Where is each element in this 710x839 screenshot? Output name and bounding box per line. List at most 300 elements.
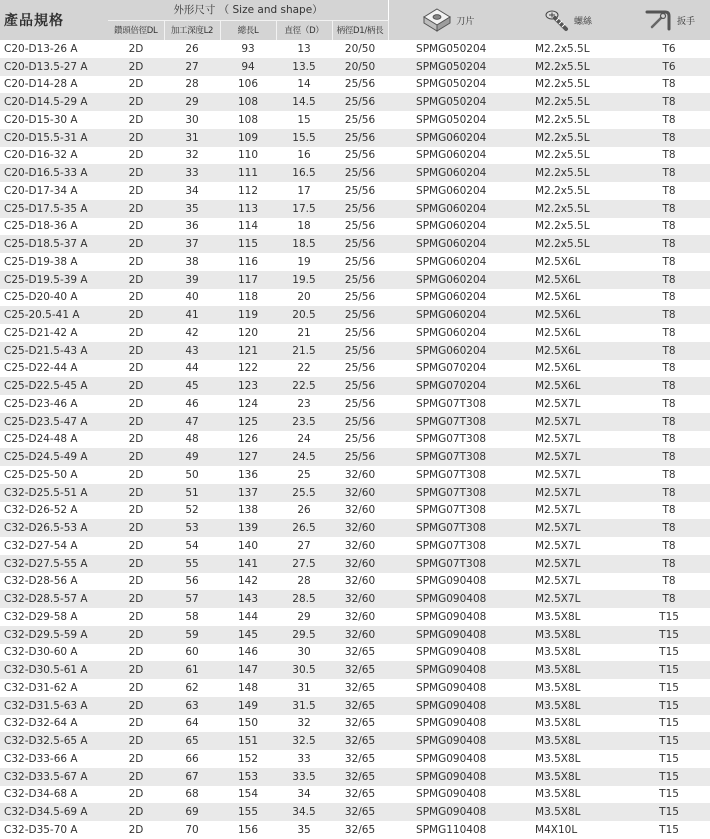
diameter-cell: 25.5 [276, 484, 332, 502]
wrench-cell: T15 [628, 750, 710, 768]
screw-cell: M2.2x5.5L [508, 218, 628, 236]
screw-cell: M2.5X7L [508, 519, 628, 537]
table-row [0, 58, 710, 76]
model-cell: C20-D15.5-31 A [0, 129, 108, 147]
diameter-cell: 30.5 [276, 661, 332, 679]
model-cell: C32-D35-70 A [0, 821, 108, 839]
model-cell: C32-D28-56 A [0, 573, 108, 591]
model-cell: C25-20.5-41 A [0, 306, 108, 324]
l2-cell: 53 [164, 519, 220, 537]
wrench-cell: T6 [628, 40, 710, 58]
length-cell: 115 [220, 235, 276, 253]
length-cell: 150 [220, 715, 276, 733]
dl-cell: 2D [108, 803, 164, 821]
diameter-cell: 27.5 [276, 555, 332, 573]
diameter-cell: 16.5 [276, 164, 332, 182]
screw-cell: M2.2x5.5L [508, 58, 628, 76]
screw-cell: M2.5X7L [508, 431, 628, 449]
wrench-cell: T8 [628, 271, 710, 289]
table-row [0, 821, 710, 839]
table-row [0, 111, 710, 129]
model-cell: C32-D29-58 A [0, 608, 108, 626]
dl-cell: 2D [108, 431, 164, 449]
shank-cell: 32/65 [332, 732, 388, 750]
screw-cell: M3.5X8L [508, 608, 628, 626]
length-cell: 136 [220, 466, 276, 484]
screw-header [508, 0, 628, 40]
table-row [0, 76, 710, 94]
l2-cell: 36 [164, 218, 220, 236]
col-d-header: 直徑（D） [276, 20, 332, 40]
diameter-cell: 14 [276, 76, 332, 94]
wrench-cell: T15 [628, 697, 710, 715]
length-cell: 145 [220, 626, 276, 644]
model-cell: C25-D25-50 A [0, 466, 108, 484]
length-cell: 109 [220, 129, 276, 147]
diameter-cell: 13.5 [276, 58, 332, 76]
dl-cell: 2D [108, 661, 164, 679]
length-cell: 94 [220, 58, 276, 76]
table-row [0, 93, 710, 111]
shank-cell: 25/56 [332, 395, 388, 413]
screw-cell: M2.2x5.5L [508, 164, 628, 182]
l2-cell: 35 [164, 200, 220, 218]
length-cell: 126 [220, 431, 276, 449]
model-cell: C25-D22-44 A [0, 360, 108, 378]
model-cell: C32-D27.5-55 A [0, 555, 108, 573]
table-row [0, 324, 710, 342]
wrench-cell: T15 [628, 626, 710, 644]
shank-cell: 32/65 [332, 803, 388, 821]
wrench-cell: T8 [628, 395, 710, 413]
table-row [0, 395, 710, 413]
shank-cell: 25/56 [332, 218, 388, 236]
dl-cell: 2D [108, 93, 164, 111]
shank-cell: 32/65 [332, 661, 388, 679]
dl-cell: 2D [108, 76, 164, 94]
shank-cell: 25/56 [332, 413, 388, 431]
screw-cell: M3.5X8L [508, 644, 628, 662]
wrench-label: 扳手 [677, 16, 696, 27]
diameter-cell: 29 [276, 608, 332, 626]
model-cell: C25-D23-46 A [0, 395, 108, 413]
shank-cell: 25/56 [332, 182, 388, 200]
length-cell: 154 [220, 786, 276, 804]
wrench-cell: T8 [628, 519, 710, 537]
screw-cell: M3.5X8L [508, 803, 628, 821]
diameter-cell: 18 [276, 218, 332, 236]
diameter-cell: 31 [276, 679, 332, 697]
insert-cell: SPMG07T308 [388, 466, 508, 484]
length-cell: 147 [220, 661, 276, 679]
length-cell: 108 [220, 111, 276, 129]
model-cell: C25-D24.5-49 A [0, 448, 108, 466]
dl-cell: 2D [108, 218, 164, 236]
wrench-cell: T8 [628, 182, 710, 200]
dl-cell: 2D [108, 821, 164, 839]
table-row [0, 697, 710, 715]
table-row [0, 129, 710, 147]
screw-cell: M2.5X6L [508, 342, 628, 360]
model-cell: C32-D31-62 A [0, 679, 108, 697]
wrench-cell: T6 [628, 58, 710, 76]
screw-cell: M3.5X8L [508, 768, 628, 786]
screw-cell: M2.5X7L [508, 466, 628, 484]
shank-cell: 32/60 [332, 484, 388, 502]
wrench-cell: T8 [628, 360, 710, 378]
length-cell: 121 [220, 342, 276, 360]
shank-cell: 25/56 [332, 111, 388, 129]
dl-cell: 2D [108, 111, 164, 129]
table-row [0, 626, 710, 644]
screw-cell: M2.5X6L [508, 306, 628, 324]
insert-cell: SPMG090408 [388, 750, 508, 768]
length-cell: 108 [220, 93, 276, 111]
l2-cell: 67 [164, 768, 220, 786]
wrench-cell: T8 [628, 466, 710, 484]
l2-cell: 55 [164, 555, 220, 573]
wrench-cell: T8 [628, 218, 710, 236]
shank-cell: 25/56 [332, 93, 388, 111]
insert-cell: SPMG090408 [388, 697, 508, 715]
length-cell: 146 [220, 644, 276, 662]
table-row [0, 484, 710, 502]
table-row [0, 253, 710, 271]
l2-cell: 51 [164, 484, 220, 502]
l2-cell: 39 [164, 271, 220, 289]
l2-cell: 38 [164, 253, 220, 271]
model-cell: C20-D16-32 A [0, 147, 108, 165]
diameter-cell: 15.5 [276, 129, 332, 147]
shank-cell: 32/65 [332, 679, 388, 697]
length-cell: 139 [220, 519, 276, 537]
insert-cell: SPMG090408 [388, 715, 508, 733]
insert-cell: SPMG060204 [388, 289, 508, 307]
model-cell: C32-D33-66 A [0, 750, 108, 768]
insert-cell: SPMG060204 [388, 324, 508, 342]
model-cell: C25-D19.5-39 A [0, 271, 108, 289]
diameter-cell: 22.5 [276, 377, 332, 395]
table-header [0, 0, 710, 40]
length-cell: 116 [220, 253, 276, 271]
screw-cell: M2.5X6L [508, 360, 628, 378]
dl-cell: 2D [108, 555, 164, 573]
shank-cell: 32/60 [332, 466, 388, 484]
model-cell: C25-D22.5-45 A [0, 377, 108, 395]
dl-cell: 2D [108, 306, 164, 324]
diameter-cell: 21 [276, 324, 332, 342]
shank-cell: 25/56 [332, 235, 388, 253]
screw-cell: M2.5X6L [508, 253, 628, 271]
length-cell: 110 [220, 147, 276, 165]
diameter-cell: 18.5 [276, 235, 332, 253]
wrench-cell: T15 [628, 608, 710, 626]
table-row [0, 448, 710, 466]
insert-cell: SPMG090408 [388, 573, 508, 591]
dl-cell: 2D [108, 200, 164, 218]
model-cell: C32-D26.5-53 A [0, 519, 108, 537]
length-cell: 156 [220, 821, 276, 839]
model-cell: C32-D30-60 A [0, 644, 108, 662]
diameter-cell: 23.5 [276, 413, 332, 431]
diameter-cell: 25 [276, 466, 332, 484]
shank-cell: 20/50 [332, 58, 388, 76]
model-cell: C25-D20-40 A [0, 289, 108, 307]
wrench-cell: T15 [628, 661, 710, 679]
dl-cell: 2D [108, 235, 164, 253]
screw-cell: M2.2x5.5L [508, 93, 628, 111]
insert-cell: SPMG090408 [388, 803, 508, 821]
col-d1-header: 柄徑D1/柄長 [332, 20, 388, 40]
dl-cell: 2D [108, 147, 164, 165]
l2-cell: 27 [164, 58, 220, 76]
screw-cell: M4X10L [508, 821, 628, 839]
length-cell: 124 [220, 395, 276, 413]
model-cell: C32-D33.5-67 A [0, 768, 108, 786]
screw-cell: M3.5X8L [508, 679, 628, 697]
model-cell: C32-D34.5-69 A [0, 803, 108, 821]
shank-cell: 25/56 [332, 271, 388, 289]
diameter-cell: 27 [276, 537, 332, 555]
diameter-cell: 19 [276, 253, 332, 271]
dl-cell: 2D [108, 608, 164, 626]
length-cell: 155 [220, 803, 276, 821]
dl-cell: 2D [108, 750, 164, 768]
screw-cell: M2.2x5.5L [508, 200, 628, 218]
model-cell: C32-D31.5-63 A [0, 697, 108, 715]
wrench-cell: T8 [628, 324, 710, 342]
insert-cell: SPMG090408 [388, 661, 508, 679]
table-row [0, 608, 710, 626]
table-row [0, 164, 710, 182]
wrench-cell: T8 [628, 289, 710, 307]
l2-cell: 46 [164, 395, 220, 413]
l2-cell: 63 [164, 697, 220, 715]
shank-cell: 32/60 [332, 519, 388, 537]
wrench-cell: T8 [628, 76, 710, 94]
diameter-cell: 16 [276, 147, 332, 165]
insert-cell: SPMG090408 [388, 786, 508, 804]
insert-cell: SPMG090408 [388, 590, 508, 608]
length-cell: 106 [220, 76, 276, 94]
diameter-cell: 17 [276, 182, 332, 200]
model-cell: C32-D26-52 A [0, 502, 108, 520]
table-row [0, 306, 710, 324]
insert-icon [422, 7, 452, 33]
length-cell: 117 [220, 271, 276, 289]
insert-cell: SPMG07T308 [388, 484, 508, 502]
insert-cell: SPMG060204 [388, 200, 508, 218]
l2-cell: 62 [164, 679, 220, 697]
insert-cell: SPMG090408 [388, 608, 508, 626]
screw-cell: M2.5X7L [508, 448, 628, 466]
dl-cell: 2D [108, 58, 164, 76]
table-row [0, 377, 710, 395]
l2-cell: 40 [164, 289, 220, 307]
insert-cell: SPMG060204 [388, 129, 508, 147]
insert-cell: SPMG060204 [388, 271, 508, 289]
table-row [0, 218, 710, 236]
wrench-cell: T15 [628, 732, 710, 750]
insert-header [388, 0, 508, 40]
table-row [0, 555, 710, 573]
model-cell: C20-D16.5-33 A [0, 164, 108, 182]
diameter-cell: 30 [276, 644, 332, 662]
insert-cell: SPMG090408 [388, 732, 508, 750]
wrench-cell: T8 [628, 129, 710, 147]
insert-cell: SPMG090408 [388, 626, 508, 644]
diameter-cell: 29.5 [276, 626, 332, 644]
l2-cell: 32 [164, 147, 220, 165]
table-row [0, 715, 710, 733]
table-row [0, 502, 710, 520]
insert-cell: SPMG060204 [388, 235, 508, 253]
shank-cell: 25/56 [332, 164, 388, 182]
table-row [0, 519, 710, 537]
diameter-cell: 34 [276, 786, 332, 804]
dl-cell: 2D [108, 360, 164, 378]
insert-cell: SPMG090408 [388, 768, 508, 786]
screw-cell: M2.5X6L [508, 289, 628, 307]
table-row [0, 431, 710, 449]
wrench-cell: T8 [628, 200, 710, 218]
table-row [0, 182, 710, 200]
dl-cell: 2D [108, 573, 164, 591]
screw-cell: M2.2x5.5L [508, 40, 628, 58]
l2-cell: 69 [164, 803, 220, 821]
wrench-header [628, 0, 710, 40]
wrench-cell: T8 [628, 555, 710, 573]
insert-cell: SPMG07T308 [388, 431, 508, 449]
screw-cell: M2.2x5.5L [508, 111, 628, 129]
dl-cell: 2D [108, 768, 164, 786]
dl-cell: 2D [108, 466, 164, 484]
table-row [0, 466, 710, 484]
length-cell: 114 [220, 218, 276, 236]
diameter-cell: 17.5 [276, 200, 332, 218]
model-cell: C25-D18.5-37 A [0, 235, 108, 253]
insert-cell: SPMG110408 [388, 821, 508, 839]
dl-cell: 2D [108, 732, 164, 750]
screw-cell: M2.5X7L [508, 484, 628, 502]
length-cell: 148 [220, 679, 276, 697]
diameter-cell: 19.5 [276, 271, 332, 289]
table-row [0, 235, 710, 253]
insert-cell: SPMG07T308 [388, 555, 508, 573]
wrench-cell: T8 [628, 590, 710, 608]
shank-cell: 25/56 [332, 360, 388, 378]
l2-cell: 57 [164, 590, 220, 608]
diameter-cell: 15 [276, 111, 332, 129]
dl-cell: 2D [108, 644, 164, 662]
screw-cell: M3.5X8L [508, 750, 628, 768]
dl-cell: 2D [108, 626, 164, 644]
model-cell: C20-D13.5-27 A [0, 58, 108, 76]
dl-cell: 2D [108, 395, 164, 413]
l2-cell: 42 [164, 324, 220, 342]
dimension-group-header: 外形尺寸 （ Size and shape） [108, 0, 388, 20]
l2-cell: 34 [164, 182, 220, 200]
l2-cell: 58 [164, 608, 220, 626]
wrench-cell: T15 [628, 786, 710, 804]
shank-cell: 25/56 [332, 377, 388, 395]
shank-cell: 32/65 [332, 697, 388, 715]
dl-cell: 2D [108, 786, 164, 804]
l2-cell: 59 [164, 626, 220, 644]
model-cell: C20-D14-28 A [0, 76, 108, 94]
wrench-cell: T8 [628, 111, 710, 129]
shank-cell: 25/56 [332, 289, 388, 307]
table-row [0, 271, 710, 289]
shank-cell: 25/56 [332, 200, 388, 218]
insert-cell: SPMG07T308 [388, 502, 508, 520]
dl-cell: 2D [108, 715, 164, 733]
shank-cell: 20/50 [332, 40, 388, 58]
wrench-cell: T8 [628, 306, 710, 324]
diameter-cell: 31.5 [276, 697, 332, 715]
l2-cell: 45 [164, 377, 220, 395]
l2-cell: 47 [164, 413, 220, 431]
model-cell: C25-D21-42 A [0, 324, 108, 342]
insert-cell: SPMG060204 [388, 182, 508, 200]
wrench-cell: T15 [628, 803, 710, 821]
dl-cell: 2D [108, 129, 164, 147]
model-cell: C25-D17.5-35 A [0, 200, 108, 218]
model-cell: C25-D18-36 A [0, 218, 108, 236]
screw-label: 螺絲 [574, 16, 593, 27]
l2-cell: 43 [164, 342, 220, 360]
shank-cell: 32/65 [332, 821, 388, 839]
length-cell: 119 [220, 306, 276, 324]
insert-cell: SPMG050204 [388, 58, 508, 76]
model-cell: C25-D23.5-47 A [0, 413, 108, 431]
dl-cell: 2D [108, 289, 164, 307]
shank-cell: 32/60 [332, 626, 388, 644]
length-cell: 127 [220, 448, 276, 466]
wrench-cell: T8 [628, 484, 710, 502]
dl-cell: 2D [108, 271, 164, 289]
l2-cell: 29 [164, 93, 220, 111]
shank-cell: 25/56 [332, 147, 388, 165]
length-cell: 142 [220, 573, 276, 591]
l2-cell: 41 [164, 306, 220, 324]
model-cell: C32-D34-68 A [0, 786, 108, 804]
insert-cell: SPMG07T308 [388, 448, 508, 466]
screw-cell: M2.5X7L [508, 537, 628, 555]
table-body [0, 40, 710, 839]
insert-cell: SPMG07T308 [388, 413, 508, 431]
shank-cell: 25/56 [332, 342, 388, 360]
table-row [0, 786, 710, 804]
diameter-cell: 13 [276, 40, 332, 58]
diameter-cell: 28.5 [276, 590, 332, 608]
table-row [0, 413, 710, 431]
wrench-cell: T8 [628, 573, 710, 591]
length-cell: 144 [220, 608, 276, 626]
l2-cell: 44 [164, 360, 220, 378]
wrench-cell: T8 [628, 147, 710, 165]
screw-cell: M3.5X8L [508, 732, 628, 750]
shank-cell: 25/56 [332, 253, 388, 271]
screw-cell: M2.5X7L [508, 413, 628, 431]
l2-cell: 68 [164, 786, 220, 804]
shank-cell: 32/60 [332, 608, 388, 626]
diameter-cell: 28 [276, 573, 332, 591]
wrench-cell: T8 [628, 93, 710, 111]
insert-cell: SPMG060204 [388, 342, 508, 360]
l2-cell: 54 [164, 537, 220, 555]
table-row [0, 342, 710, 360]
